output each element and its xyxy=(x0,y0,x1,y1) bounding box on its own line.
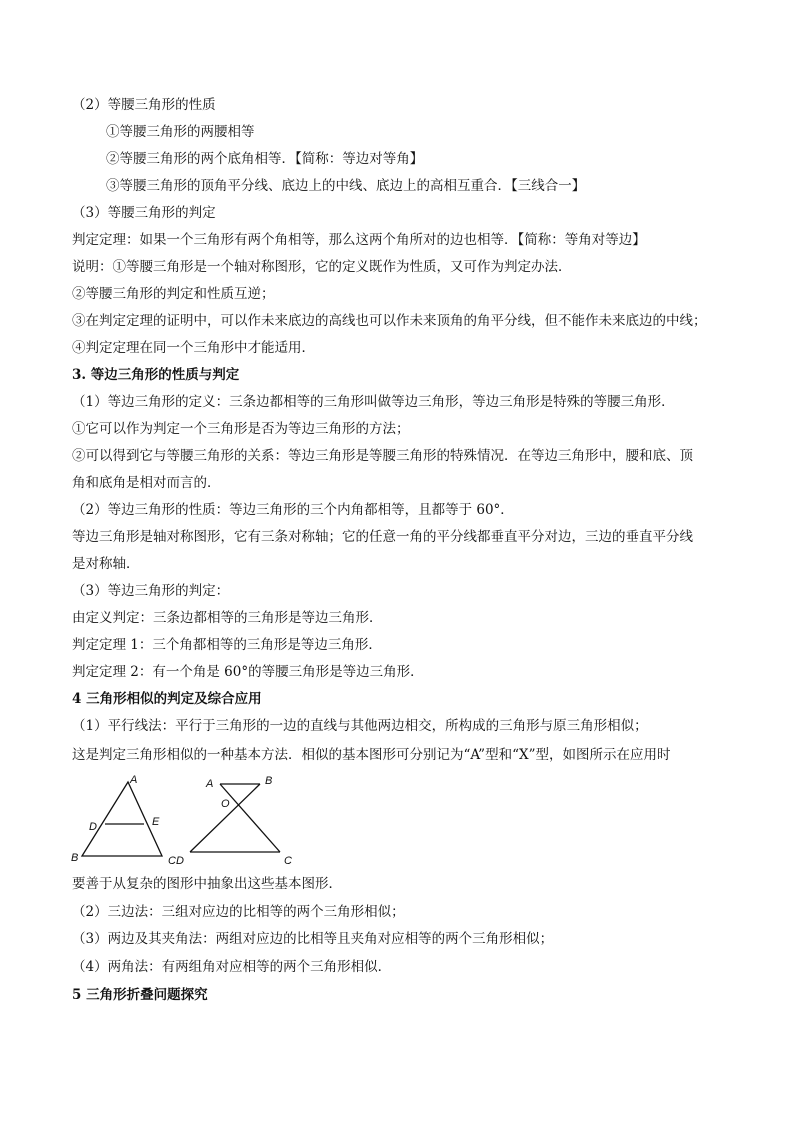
note-item-3: ③在判定定理的证明中，可以作未来底边的高线也可以作未来顶角的角平分线，但不能作未来底边的中线； xyxy=(72,313,707,329)
label-o: O xyxy=(221,798,230,810)
equilateral-symmetry-cont: 是对称轴． xyxy=(72,556,140,572)
determination-theorem-1: 判定定理 1：三个角都相等的三角形是等边三角形． xyxy=(72,637,382,653)
label-b-right: B xyxy=(265,775,273,787)
a-type-triangle xyxy=(82,782,162,856)
label-b-left: B xyxy=(71,852,79,864)
section-heading-similarity: 4 三角形相似的判定及综合应用 xyxy=(72,691,262,707)
figure-caption-text: 要善于从复杂的图形中抽象出这些基本图形． xyxy=(72,876,342,892)
equilateral-definition: （1）等边三角形的定义：三条边都相等的三角形叫做等边三角形，等边三角形是特殊的等腰三角形． xyxy=(72,394,675,410)
equilateral-point-1: ①它可以作为判定一个三角形是否为等边三角形的方法； xyxy=(72,421,410,437)
parallel-line-method-note: 这是判定三角形相似的一种基本方法．相似的基本图形可分别记为“A”型和“X”型，如图所示在应用时 xyxy=(72,747,671,763)
label-d: D xyxy=(89,821,97,833)
similar-triangles-figure xyxy=(62,772,302,872)
label-cd: CD xyxy=(168,855,184,867)
two-sides-angle-method: （3）两边及其夹角法：两组对应边的比相等且夹角对应相等的两个三角形相似； xyxy=(72,931,554,947)
three-sides-method: （2）三边法：三组对应边的比相等的两个三角形相似； xyxy=(72,904,405,920)
x-type-figure xyxy=(168,775,292,867)
section-heading-isosceles-properties: （2）等腰三角形的性质 xyxy=(72,97,216,113)
property-item-2: ②等腰三角形的两个底角相等．【简称：等边对等角】 xyxy=(106,151,424,167)
note-item-4: ④判定定理在同一个三角形中才能适用． xyxy=(72,340,315,356)
property-item-1: ①等腰三角形的两腰相等 xyxy=(106,124,255,140)
equilateral-properties: （2）等边三角形的性质：等边三角形的三个内角都相等，且都等于 60°． xyxy=(72,502,514,518)
theorem-text: 判定定理：如果一个三角形有两个角相等，那么这两个角所对的边也相等．【简称：等角对等边】 xyxy=(72,232,646,248)
two-angles-method: （4）两角法：有两组角对应相等的两个三角形相似． xyxy=(72,959,392,975)
section-heading-folding: 5 三角形折叠问题探究 xyxy=(72,987,208,1003)
section-heading-isosceles-determination: （3）等腰三角形的判定 xyxy=(72,205,216,221)
note-item-2: ②等腰三角形的判定和性质互逆； xyxy=(72,286,275,302)
equilateral-point-2-cont: 角和底角是相对而言的． xyxy=(72,475,221,491)
note-item-1: 说明：①等腰三角形是一个轴对称图形，它的定义既作为性质，又可作为判定办法． xyxy=(72,259,572,275)
label-a-right: A xyxy=(206,778,214,790)
a-type-figure xyxy=(71,774,162,864)
equilateral-symmetry: 等边三角形是轴对称图形，它有三条对称轴；它的任意一角的平分线都垂直平分对边，三边的垂直平分线 xyxy=(72,529,693,545)
determination-theorem-2: 判定定理 2：有一个角是 60°的等腰三角形是等边三角形． xyxy=(72,664,424,680)
label-e: E xyxy=(152,816,160,828)
property-item-3: ③等腰三角形的顶角平分线、底边上的中线、底边上的高相互重合．【三线合一】 xyxy=(106,178,586,194)
label-c: C xyxy=(284,855,292,867)
parallel-line-method: （1）平行线法：平行于三角形的一边的直线与其他两边相交，所构成的三角形与原三角形相似； xyxy=(72,718,648,734)
section-heading-equilateral: 3. 等边三角形的性质与判定 xyxy=(72,367,240,383)
label-a-left: A xyxy=(130,774,138,786)
equilateral-point-2: ②可以得到它与等腰三角形的关系：等边三角形是等腰三角形的特殊情况．在等边三角形中，腰和底、顶 xyxy=(72,448,693,464)
determination-by-definition: 由定义判定：三条边都相等的三角形是等边三角形． xyxy=(72,610,383,626)
equilateral-determination-heading: （3）等边三角形的判定： xyxy=(72,583,230,599)
